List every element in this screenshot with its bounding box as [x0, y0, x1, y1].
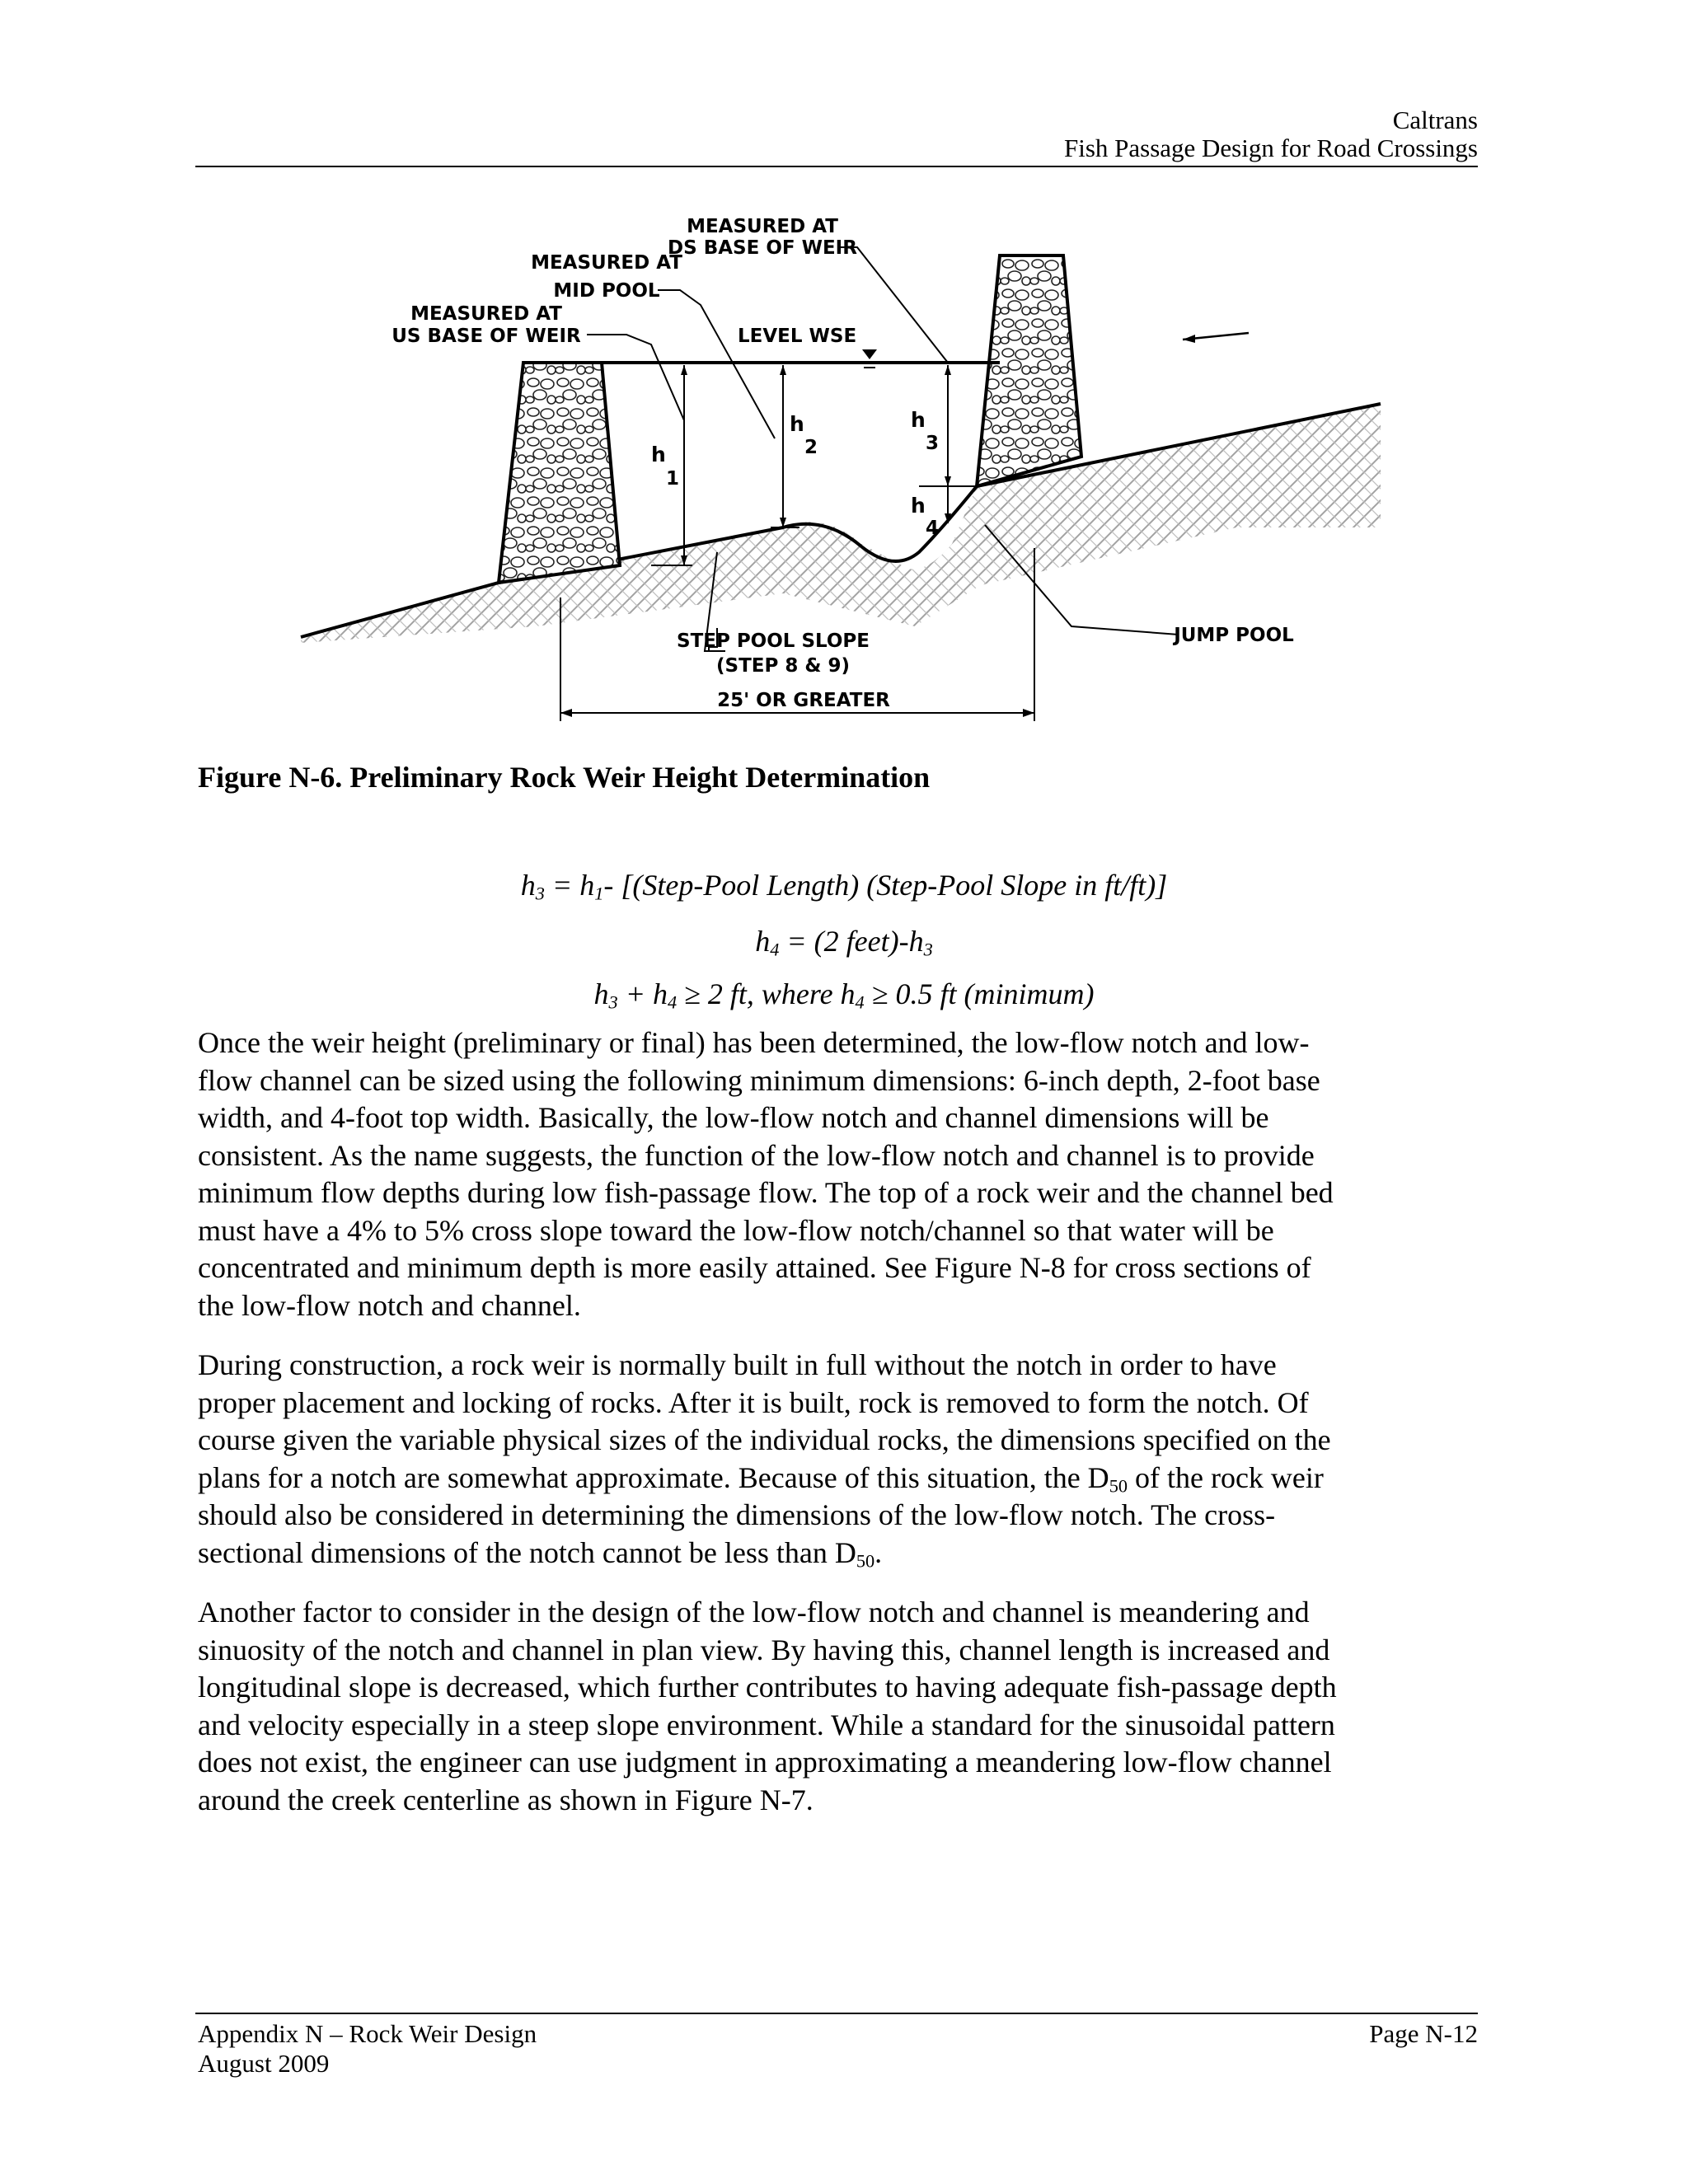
label-us-base-1: MEASURED AT [410, 303, 562, 325]
label-h4-sub: 4 [926, 518, 940, 539]
label-h1: h [651, 443, 666, 466]
header-rule [195, 166, 1478, 167]
label-h1-sub: 1 [666, 468, 680, 490]
us-rock-weir [499, 363, 620, 583]
label-h2: h [790, 412, 804, 436]
label-ds-base-2: DS BASE OF WEIR [668, 237, 857, 259]
label-h3-sub: 3 [926, 433, 940, 454]
footer-date: August 2009 [198, 2049, 330, 2078]
label-span: 25' OR GREATER [717, 690, 890, 711]
paragraph-1: Once the weir height (preliminary or final) has been determined, the low-flow notch and low- flow channel can be sized using the following minimum dimensions: 6-inch depth, 2-foot base width, and 4-foot top width. Basically, the low-flow notch and channel dimensions will be consistent. As the name suggests, the function of the low-flow notch and channel is to provide minimum flow depths during low fish-passage flow. The top of a rock weir and the channel bed must have a 4% to 5% cross slope toward the low-flow notch/channel so that water will be concentrated and minimum depth is more easily attained. See Figure N-8 for cross sections of the low-flow notch and channel. [198, 1026, 1334, 1322]
label-ds-base-1: MEASURED AT [687, 216, 838, 237]
label-us-base-2: US BASE OF WEIR [392, 326, 581, 347]
label-h4: h [911, 494, 926, 518]
header-doc-title: Fish Passage Design for Road Crossings [1063, 134, 1478, 162]
label-level-wse: LEVEL WSE [738, 326, 857, 347]
label-mid-pool-1: MEASURED AT [531, 252, 682, 274]
footer-appendix: Appendix N – Rock Weir Design [198, 2019, 537, 2048]
ground-hatch [301, 404, 1381, 643]
figure-caption: Figure N-6. Preliminary Rock Weir Height Determination [198, 761, 931, 794]
rock-weir-diagram [288, 198, 1409, 742]
paragraph-3: Another factor to consider in the design of the low-flow notch and channel is meandering and sinuosity of the notch and channel in plan view. By having this, channel length is increased and longitudinal slope is decreased, which further contributes to having adequate fish-passage depth and velocity especially in a steep slope environment. While a standard for the sinusoidal pattern does not exist, the engineer can use judgment in approximating a meandering low-flow channel around the creek centerline as shown in Figure N-7. [198, 1596, 1337, 1816]
label-step-pool-2: (STEP 8 & 9) [716, 655, 850, 677]
footer-rule [195, 2013, 1478, 2014]
equation-3: $h_3 + h_4 \ge 2$ ft, where $h_4 \ge 0.5$ ft (minimum) [593, 977, 1095, 1013]
equation-2: $h_4 = (2$ $feet)-h_3$ [755, 925, 933, 960]
label-mid-pool-2: MID POOL [553, 280, 660, 302]
paragraph-2: During construction, a rock weir is normally built in full without the notch in order to have proper placement and locking of rocks. After it is built, rock is removed to form the notch. Of course given the variable physical sizes of the individual rocks, the dimensions specified on the plans for a notch are somewhat approximate. Because of this situation, the $D_{50}$ of the rock weir should also be considered in determining the dimensions of the low-flow notch. The cross- sectional dimensions of the notch cannot be less than $D_{50}$. [198, 1348, 1331, 1572]
label-h2-sub: 2 [804, 437, 818, 458]
ds-rock-weir [977, 255, 1081, 486]
footer-page-number: Page N-12 [1369, 2019, 1478, 2048]
header-org: Caltrans [1392, 105, 1478, 134]
label-h3: h [911, 408, 926, 432]
label-step-pool-1: STEP POOL SLOPE [677, 630, 870, 652]
equation-1: $h_3 = h_1-$ [(Step-Pool Length) (Step-Pool Slope in ft/ft)] [520, 869, 1168, 904]
label-jump-pool: JUMP POOL [1174, 625, 1294, 646]
